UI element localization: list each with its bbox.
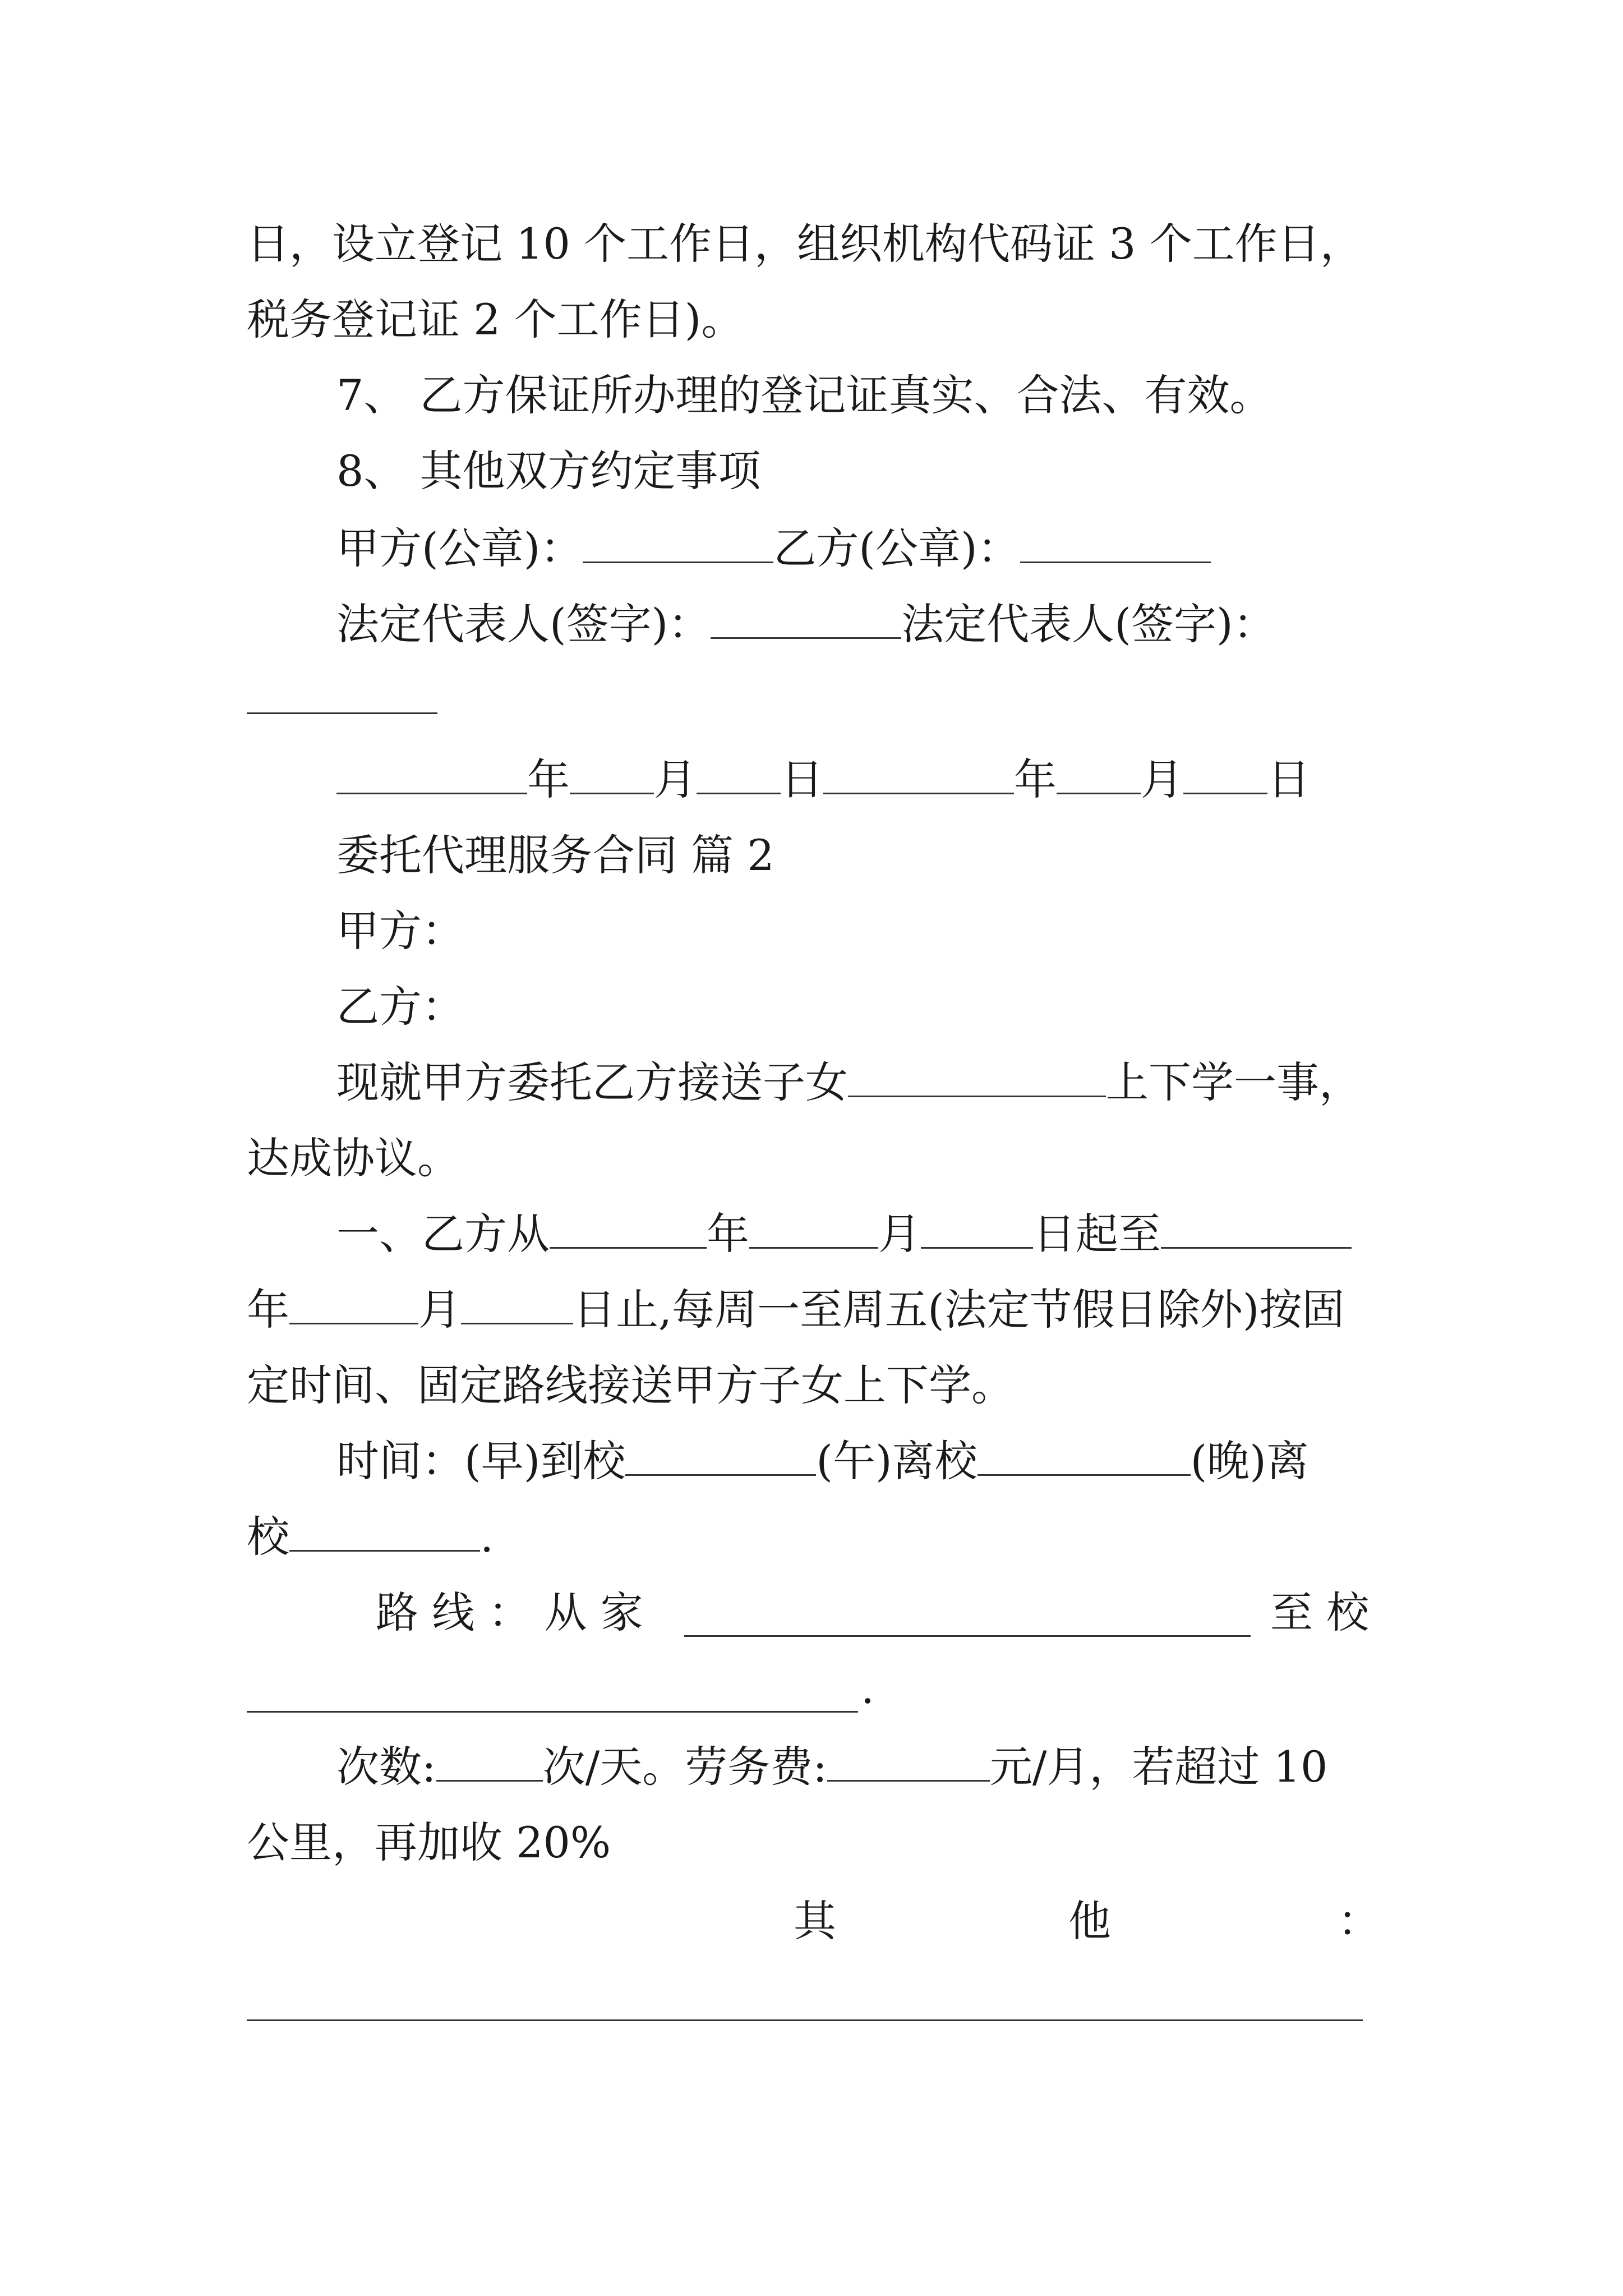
- time-text: 校: [247, 1512, 289, 1562]
- blank-field: [436, 1741, 543, 1782]
- time-text: 时间：(早)到校: [336, 1436, 626, 1486]
- blank-field: [1020, 522, 1211, 563]
- other-label: 他: [1068, 1896, 1111, 1946]
- month-label: 月: [418, 1285, 461, 1335]
- item-8: 8、 其他双方约定事项: [336, 446, 761, 496]
- clause-1-line: [247, 1282, 1344, 1338]
- day-label: 日: [781, 754, 823, 804]
- route-line: [376, 1585, 643, 1641]
- other-label: 其: [794, 1896, 836, 1946]
- route-text: 路 线 ： 从 家: [376, 1588, 643, 1637]
- blank-field: [289, 1283, 418, 1324]
- section-title: 委托代理服务合同 篇 2: [336, 830, 774, 880]
- clause-text: 一、乙方从: [336, 1209, 550, 1259]
- time-text: .: [480, 1512, 494, 1562]
- time-text: (午)离校: [816, 1436, 978, 1486]
- fee-text: 次数:: [336, 1742, 436, 1792]
- route-end: .: [861, 1663, 875, 1713]
- blank-field: [570, 753, 654, 794]
- party-a-rep-label: 法定代表人(签字)：: [336, 599, 711, 649]
- party-b-rep-label: 法定代表人(签字)：: [901, 599, 1276, 649]
- party-a-label: 甲方：: [336, 906, 464, 956]
- clause-1-line: 定时间、固定路线接送甲方子女上下学。: [247, 1360, 1014, 1410]
- blank-field: [583, 522, 773, 563]
- blank-field: [247, 712, 437, 714]
- party-b-label: 乙方：: [336, 982, 464, 1032]
- date-row: [336, 752, 1310, 808]
- blank-field: [289, 1511, 480, 1552]
- clause-1-line: [336, 1206, 1352, 1262]
- clause-text: 日止,每周一至周五(法定节假日除外)按固: [573, 1285, 1345, 1335]
- intro-line: [336, 1055, 1362, 1111]
- fee-line: [336, 1739, 1327, 1795]
- blank-field: [1057, 753, 1141, 794]
- blank-field: [336, 753, 527, 794]
- year-label: 年: [247, 1285, 289, 1335]
- party-b-seal-label: 乙方(公章)：: [773, 523, 1020, 573]
- year-label: 年: [707, 1209, 749, 1259]
- intro-text: 现就甲方委托乙方接送子女: [336, 1057, 848, 1107]
- paragraph-line: 税务登记证 2 个工作日)。: [247, 295, 744, 344]
- blank-field: [684, 1635, 1251, 1637]
- party-a-seal-label: 甲方(公章)：: [336, 523, 583, 573]
- blank-field: [625, 1435, 816, 1476]
- time-text: (晚)离: [1190, 1436, 1309, 1486]
- blank-field: [247, 1711, 858, 1713]
- month-label: 月: [654, 754, 697, 804]
- route-to-label: 至 校: [1270, 1588, 1370, 1637]
- intro-text: 上下学一事，: [1106, 1057, 1362, 1107]
- signature-row-rep: [336, 596, 1276, 652]
- month-label: 月: [878, 1209, 921, 1259]
- blank-field: [823, 753, 1014, 794]
- fee-text: 次/天。劳务费:: [542, 1742, 827, 1792]
- year-label: 年: [527, 754, 570, 804]
- fee-text: 元/月，若超过 10: [989, 1742, 1328, 1792]
- paragraph-line: 日，设立登记 10 个工作日，组织机构代码证 3 个工作日，: [247, 219, 1363, 269]
- signature-row-seal: [336, 521, 1211, 577]
- blank-field: [1183, 753, 1267, 794]
- year-label: 年: [1014, 754, 1057, 804]
- day-label: 日: [1267, 754, 1310, 804]
- blank-field: [697, 753, 781, 794]
- other-label: ：: [1338, 1896, 1380, 1946]
- time-line: [336, 1433, 1309, 1489]
- clause-text: 日起至: [1033, 1209, 1161, 1259]
- blank-field: [1161, 1208, 1352, 1249]
- time-line: [247, 1509, 494, 1565]
- blank-field: [749, 1208, 878, 1249]
- intro-line: 达成协议。: [247, 1133, 460, 1183]
- fee-line: 公里，再加收 20%: [247, 1818, 611, 1867]
- blank-field: [978, 1435, 1191, 1476]
- blank-field: [550, 1208, 707, 1249]
- blank-field: [921, 1208, 1033, 1249]
- blank-field: [711, 598, 901, 639]
- blank-field: [848, 1056, 1106, 1097]
- blank-field: [461, 1283, 573, 1324]
- blank-field: [247, 2019, 1363, 2021]
- blank-field: [827, 1741, 990, 1782]
- month-label: 月: [1141, 754, 1183, 804]
- item-7: 7、 乙方保证所办理的登记证真实、合法、有效。: [336, 370, 1272, 420]
